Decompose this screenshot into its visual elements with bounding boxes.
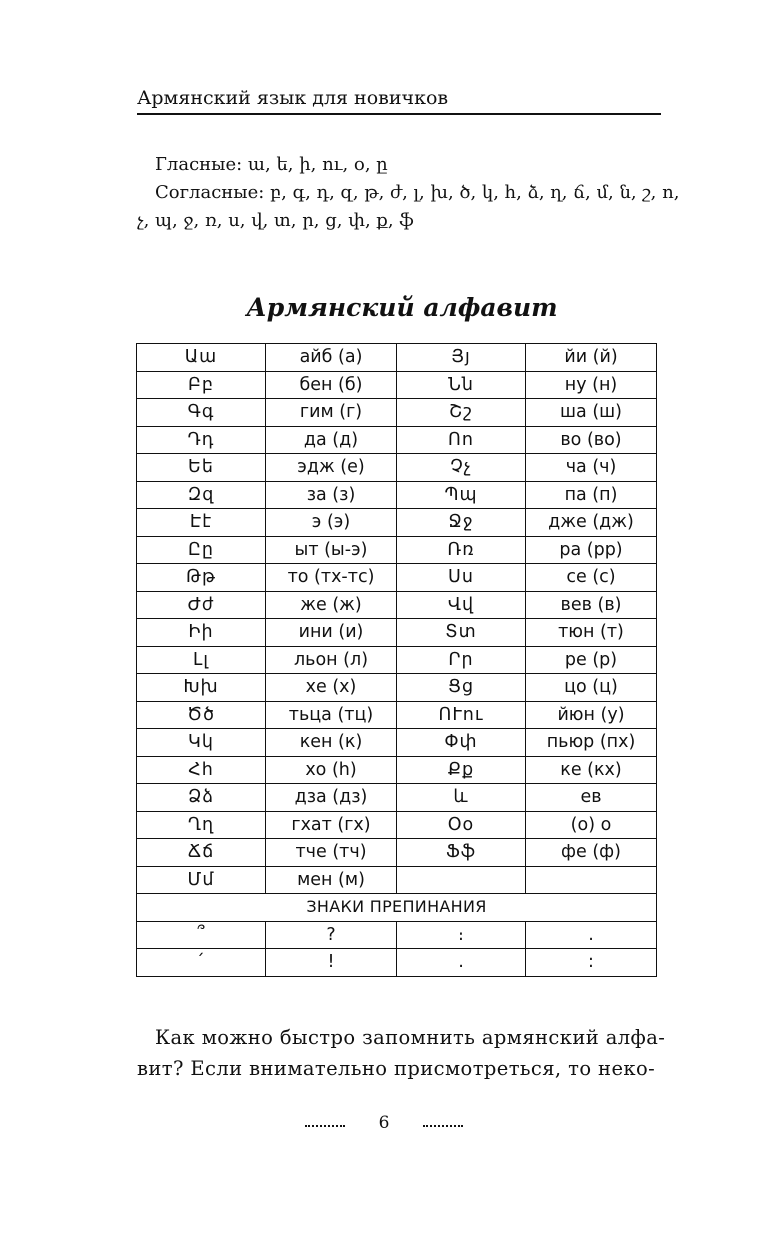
alphabet-row [137,399,657,427]
punctuation-cell: : [526,949,657,977]
letter-name-cell: льон (л) [266,646,397,674]
armenian-letter-cell: Աա [137,344,266,372]
armenian-letter-cell: Հհ [137,756,266,784]
alphabet-row [137,481,657,509]
running-head: Армянский язык для новичков [137,87,449,109]
punctuation-row [137,921,657,949]
letter-name-cell: (о) о [526,811,657,839]
armenian-letter-cell: Քք [397,756,526,784]
letter-name-cell: да (д) [266,426,397,454]
armenian-letter-cell: Պպ [397,481,526,509]
armenian-letter-cell: Գգ [137,399,266,427]
alphabet-table [136,343,657,977]
armenian-letter-cell: Րր [397,646,526,674]
armenian-letter-cell: Չչ [397,454,526,482]
letter-name-cell: йюн (у) [526,701,657,729]
letter-name-cell: тче (тч) [266,839,397,867]
punctuation-heading-row [137,894,657,922]
armenian-letter-cell: Ջջ [397,509,526,537]
armenian-letter-cell: Ժժ [137,591,266,619]
letter-name-cell: дже (дж) [526,509,657,537]
letter-name-cell: во (во) [526,426,657,454]
punctuation-row [137,949,657,977]
letter-name-cell: па (п) [526,481,657,509]
armenian-letter-cell: Ղղ [137,811,266,839]
armenian-letter-cell: Ֆֆ [397,839,526,867]
armenian-letter-cell: Օօ [397,811,526,839]
letter-name-cell: ча (ч) [526,454,657,482]
armenian-letter-cell: Զզ [137,481,266,509]
armenian-letter-cell: Յյ [397,344,526,372]
punctuation-cell: ՞ [137,921,266,949]
letter-name-cell: вев (в) [526,591,657,619]
armenian-letter-cell: Խխ [137,674,266,702]
alphabet-row [137,674,657,702]
letter-name-cell: за (з) [266,481,397,509]
letter-name-cell: айб (а) [266,344,397,372]
body-paragraph-line-2: вит? Если внимательно присмотреться, то неко- [137,1057,656,1080]
letter-name-cell: дза (дз) [266,784,397,812]
alphabet-row [137,619,657,647]
armenian-letter-cell: և [397,784,526,812]
armenian-letter-cell: ՈՒու [397,701,526,729]
alphabet-row [137,729,657,757]
letter-name-cell [526,866,657,894]
letter-name-cell: хо (h) [266,756,397,784]
letter-name-cell: йи (й) [526,344,657,372]
alphabet-row [137,811,657,839]
punctuation-cell: ? [266,921,397,949]
letter-name-cell: мен (м) [266,866,397,894]
armenian-letter-cell: Եե [137,454,266,482]
letter-name-cell: то (тх-тс) [266,564,397,592]
armenian-letter-cell: Ցց [397,674,526,702]
alphabet-row [137,784,657,812]
armenian-letter-cell: Շշ [397,399,526,427]
letter-name-cell: ини (и) [266,619,397,647]
alphabet-row [137,344,657,372]
letter-name-cell: ыт (ы-э) [266,536,397,564]
consonants-line-1: Согласные: բ, գ, դ, զ, թ, ժ, լ, խ, ծ, կ, հ, ձ, ղ, ճ, մ, ն, շ, ո, [155,182,680,203]
armenian-letter-cell: Էէ [137,509,266,537]
alphabet-row [137,454,657,482]
armenian-letter-cell: Ճճ [137,839,266,867]
letter-name-cell: бен (б) [266,371,397,399]
letter-name-cell: ра (рр) [526,536,657,564]
alphabet-row [137,591,657,619]
letter-name-cell: ну (н) [526,371,657,399]
letter-name-cell: ре (р) [526,646,657,674]
footer-dots-right [423,1125,463,1127]
letter-name-cell: ев [526,784,657,812]
letter-name-cell: эдж (е) [266,454,397,482]
header-rule [137,113,661,115]
armenian-letter-cell: Ձձ [137,784,266,812]
armenian-letter-cell: Բբ [137,371,266,399]
armenian-letter-cell: Ոո [397,426,526,454]
letter-name-cell: тюн (т) [526,619,657,647]
armenian-letter-cell: Կկ [137,729,266,757]
alphabet-row [137,646,657,674]
punctuation-heading: ЗНАКИ ПРЕПИНАНИЯ [137,894,657,922]
armenian-letter-cell: Տտ [397,619,526,647]
armenian-letter-cell: Ծծ [137,701,266,729]
armenian-letter-cell: Փփ [397,729,526,757]
letter-name-cell: гим (г) [266,399,397,427]
armenian-letter-cell: Սս [397,564,526,592]
letter-name-cell: же (ж) [266,591,397,619]
letter-name-cell: пьюр (пх) [526,729,657,757]
letter-name-cell: гхат (гх) [266,811,397,839]
alphabet-row [137,371,657,399]
vowels-line: Гласные: ա, ե, ի, ու, օ, ը [155,154,388,175]
armenian-letter-cell: Ըը [137,536,266,564]
armenian-letter-cell: Լլ [137,646,266,674]
alphabet-row [137,701,657,729]
page-number: 6 [378,1113,390,1133]
consonants-line-2: չ, պ, ջ, ռ, ս, վ, տ, ր, ց, փ, ք, ֆ [137,210,414,231]
armenian-letter-cell: Իի [137,619,266,647]
letter-name-cell: кен (к) [266,729,397,757]
punctuation-cell: . [526,921,657,949]
footer-dots-left [305,1125,345,1127]
letter-name-cell: се (с) [526,564,657,592]
alphabet-row [137,564,657,592]
letter-name-cell: э (э) [266,509,397,537]
letter-name-cell: цо (ц) [526,674,657,702]
armenian-letter-cell [397,866,526,894]
page-footer [0,1113,768,1133]
letter-name-cell: ке (кх) [526,756,657,784]
alphabet-row [137,536,657,564]
punctuation-cell: ․ [397,949,526,977]
punctuation-cell: ։ [397,921,526,949]
letter-name-cell: тьца (тц) [266,701,397,729]
alphabet-row [137,509,657,537]
armenian-letter-cell: Նն [397,371,526,399]
armenian-letter-cell: Դդ [137,426,266,454]
section-title: Армянский алфавит [246,293,558,322]
alphabet-row [137,866,657,894]
armenian-letter-cell: Վվ [397,591,526,619]
body-paragraph-line-1: Как можно быстро запомнить армянский алфа- [155,1026,666,1049]
letter-name-cell: фе (ф) [526,839,657,867]
letter-name-cell: ша (ш) [526,399,657,427]
armenian-letter-cell: Թթ [137,564,266,592]
armenian-letter-cell: Ռռ [397,536,526,564]
armenian-letter-cell: Մմ [137,866,266,894]
alphabet-row [137,839,657,867]
letter-name-cell: хе (х) [266,674,397,702]
punctuation-cell: ! [266,949,397,977]
alphabet-row [137,756,657,784]
punctuation-cell: ՛ [137,949,266,977]
alphabet-row [137,426,657,454]
